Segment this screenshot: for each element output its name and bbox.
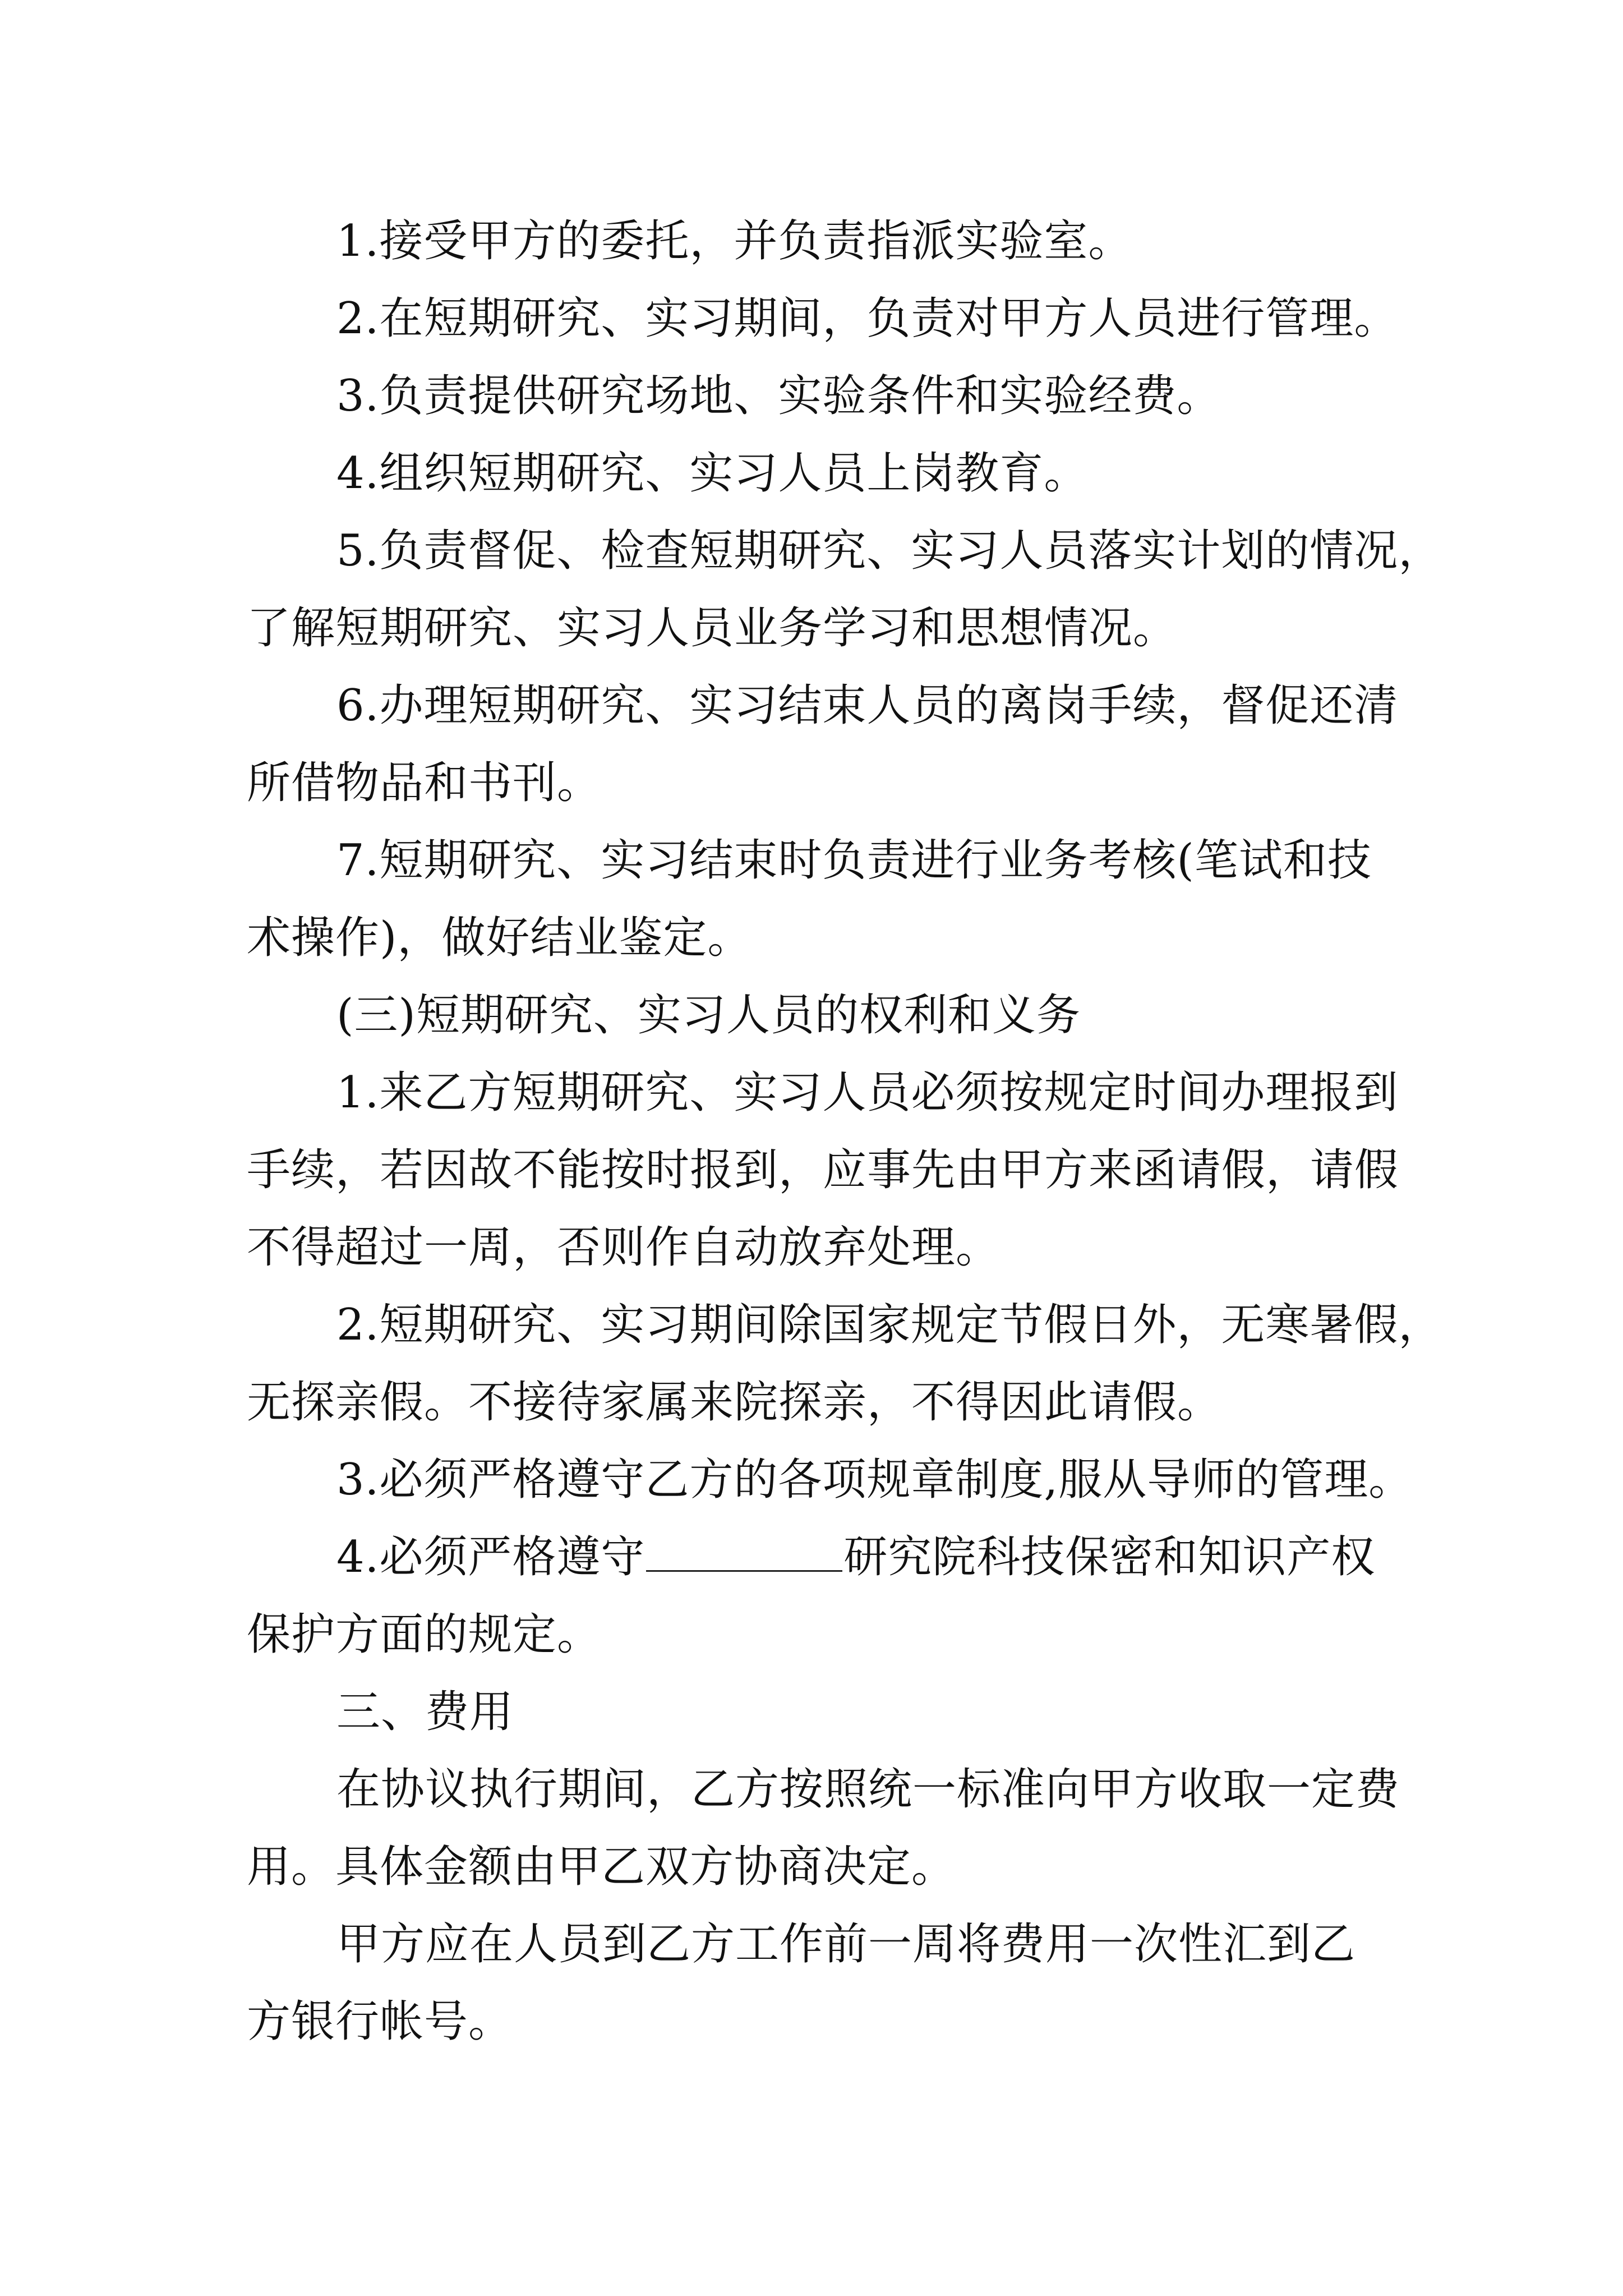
clause-c4-suffix: 研究院科技保密和知识产权: [843, 1532, 1376, 1582]
clause-c1-line1: 1.来乙方短期研究、实习人员必须按规定时间办理报到: [336, 1068, 1399, 1118]
clause-b3: 3.负责提供研究场地、实验条件和实验经费。: [336, 371, 1221, 421]
clause-c1-line2: 手续，若因故不能按时报到，应事先由甲方来函请假，请假: [247, 1145, 1399, 1195]
clause-b2: 2.在短期研究、实习期间，负责对甲方人员进行管理。: [336, 293, 1399, 344]
clause-c3: 3.必须严格遵守乙方的各项规章制度,服从导师的管理。: [336, 1455, 1413, 1505]
clause-b6-line2: 所借物品和书刊。: [247, 758, 602, 808]
subheading-rights-duties: (三)短期研究、实习人员的权利和义务: [336, 990, 1081, 1041]
clause-c4-line1: [336, 1529, 1375, 1585]
fees-para1-line1: 在协议执行期间，乙方按照统一标准向甲方收取一定费: [336, 1764, 1400, 1815]
fees-para2-line2: 方银行帐号。: [247, 1996, 513, 2047]
section-heading-fees: 三、费用: [336, 1687, 514, 1737]
clause-b5-line1: 5.负责督促、检查短期研究、实习人员落实计划的情况，: [336, 526, 1443, 576]
clause-b7-line1: 7.短期研究、实习结束时负责进行业务考核(笔试和技: [336, 835, 1372, 886]
fees-para1-line2: 用。具体金额由甲乙双方协商决定。: [247, 1842, 956, 1892]
clause-c4-prefix: 4.必须严格遵守: [336, 1532, 645, 1582]
clause-c2-line1: 2.短期研究、实习期间除国家规定节假日外，无寒暑假，: [336, 1300, 1443, 1350]
clause-b4: 4.组织短期研究、实习人员上岗教育。: [336, 448, 1089, 499]
clause-b6-line1: 6.办理短期研究、实习结束人员的离岗手续，督促还清: [336, 680, 1399, 731]
clause-b7-line2: 术操作)，做好结业鉴定。: [247, 913, 752, 963]
clause-c2-line2: 无探亲假。不接待家属来院探亲，不得因此请假。: [247, 1377, 1222, 1428]
clause-c1-line3: 不得超过一周，否则作自动放弃处理。: [247, 1222, 1000, 1273]
clause-c4-line2: 保护方面的规定。: [247, 1609, 602, 1660]
clause-b5-line2: 了解短期研究、实习人员业务学习和思想情况。: [247, 603, 1178, 654]
fill-in-blank: [646, 1533, 842, 1572]
fees-para2-line1: 甲方应在人员到乙方工作前一周将费用一次性汇到乙: [336, 1919, 1356, 1970]
clause-b1: 1.接受甲方的委托，并负责指派实验室。: [336, 216, 1133, 266]
